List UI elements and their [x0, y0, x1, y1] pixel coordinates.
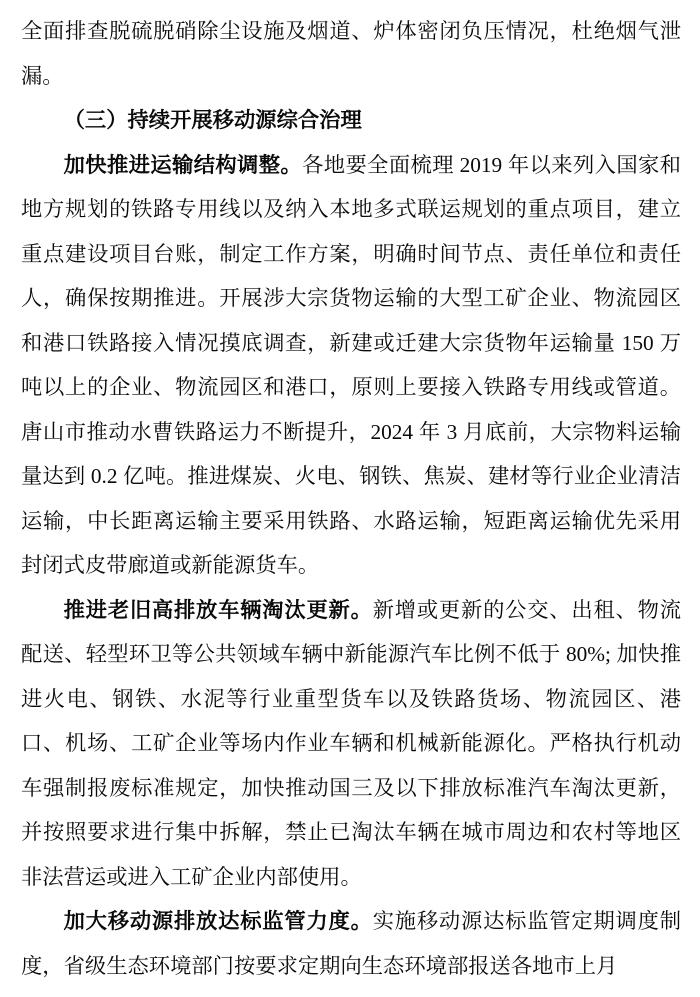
paragraph-vehicle-renewal	[21, 588, 681, 900]
paragraph-lead: 推进老旧高排放车辆淘汰更新。	[63, 597, 373, 622]
paragraph-body: 新增或更新的公交、出租、物流配送、轻型环卫等公共领域车辆中新能源汽车比例不低于 80%; 加快推进火电、钢铁、水泥等行业重型货车以及铁路货场、物流园区、港口、机场、工矿企业等场内作业车辆和机械新能源化。严格执行机动车强制报废标准规定，加快推动国三及以下排放标准汽车淘汰更新，并按照要求进行集中拆解，禁止已淘汰车辆在城市周边和农村等地区非法营运或进入工矿企业内部使用。	[21, 597, 681, 889]
paragraph-lead: 加大移动源排放达标监管力度。	[63, 909, 373, 933]
paragraph-lead: 加快推进运输结构调整。	[63, 152, 303, 177]
section-heading: （三）持续开展移动源综合治理	[63, 108, 362, 132]
paragraph-continuation: 全面排查脱硫脱硝除尘设施及烟道、炉体密闭负压情况，杜绝烟气泄漏。	[21, 19, 681, 88]
paragraph-body: 各地要全面梳理 2019 年以来列入国家和地方规划的铁路专用线以及纳入本地多式联运规划的重点项目，建立重点建设项目台账，制定工作方案，明确时间节点、责任单位和责任人，确保按期推进。开展涉大宗货物运输的大型工矿企业、物流园区和港口铁路接入情况摸底调查，新建或迁建大宗货物年运输量 150 万吨以上的企业、物流园区和港口，原则上要接入铁路专用线或管道。唐山市推动水曹铁路运力不断提升，2024 年 3 月底前，大宗物料运输量达到 0.2 亿吨。推进煤炭、火电、钢铁、焦炭、建材等行业企业清洁运输，中长距离运输主要采用铁路、水路运输，短距离运输优先采用封闭式皮带廊道或新能源货车。	[21, 152, 681, 577]
paragraph-transport-structure	[21, 143, 681, 588]
paragraph-emission-supervision	[21, 899, 681, 988]
paragraph-body: 实施移动源达标监管定期调度制度，省级生态环境部门按要求定期向生态环境部报送各地市上月	[21, 909, 681, 978]
